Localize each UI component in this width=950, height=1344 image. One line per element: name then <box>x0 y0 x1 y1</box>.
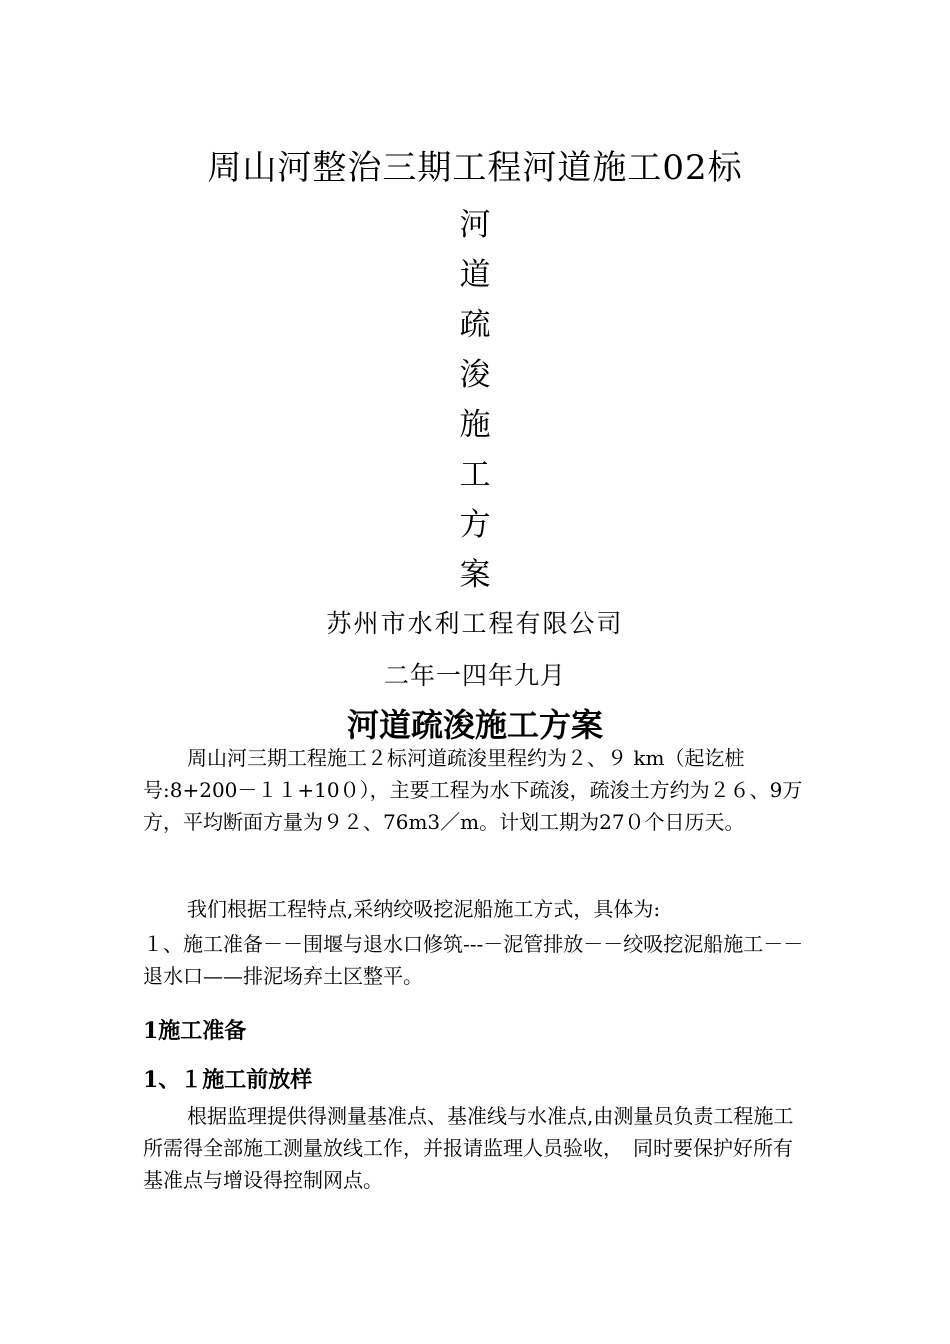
vertical-char: 疏 <box>459 307 491 343</box>
paragraph-setting-out: 根据监理提供得测量基准点、基准线与水准点,由测量员负责工程施工所需得全部施工测量放线工作，并报请监理人员验收， 同时要保护好所有基准点与增设得控制网点。 <box>143 1104 794 1192</box>
cover-vertical-title <box>0 200 950 600</box>
section-heading: 1施工准备 <box>143 1018 247 1044</box>
paragraph-method: 我们根据工程特点,采纳绞吸挖泥船施工方式，具体为: <box>187 897 661 921</box>
company-name: 苏州市水利工程有限公司 <box>326 609 624 638</box>
vertical-char: 方 <box>459 507 491 543</box>
subsection-heading: 1、１施工前放样 <box>143 1067 313 1093</box>
vertical-char: 道 <box>459 257 491 293</box>
cover-date: 二年一四年九月 <box>383 661 566 690</box>
vertical-char: 浚 <box>459 357 491 393</box>
vertical-char: 工 <box>459 457 491 493</box>
paragraph-intro: 周山河三期工程施工２标河道疏浚里程约为２、９ km（起讫桩号:8+200－１１+10０），主要工程为水下疏浚，疏浚土方约为２６、9万方，平均断面方量为９２、76m3／m。计划工期为27０个日历天。 <box>143 746 803 834</box>
cover-title: 周山河整治三期工程河道施工02标 <box>207 148 743 188</box>
paragraph-steps: １、施工准备－－围堰与退水口修筑---－泥管排放－－绞吸挖泥船施工－－退水口——排泥场弃土区整平。 <box>143 932 804 988</box>
vertical-char: 案 <box>459 557 491 593</box>
vertical-char: 施 <box>459 407 491 443</box>
document-title: 河道疏浚施工方案 <box>346 706 603 744</box>
vertical-char: 河 <box>459 207 491 243</box>
